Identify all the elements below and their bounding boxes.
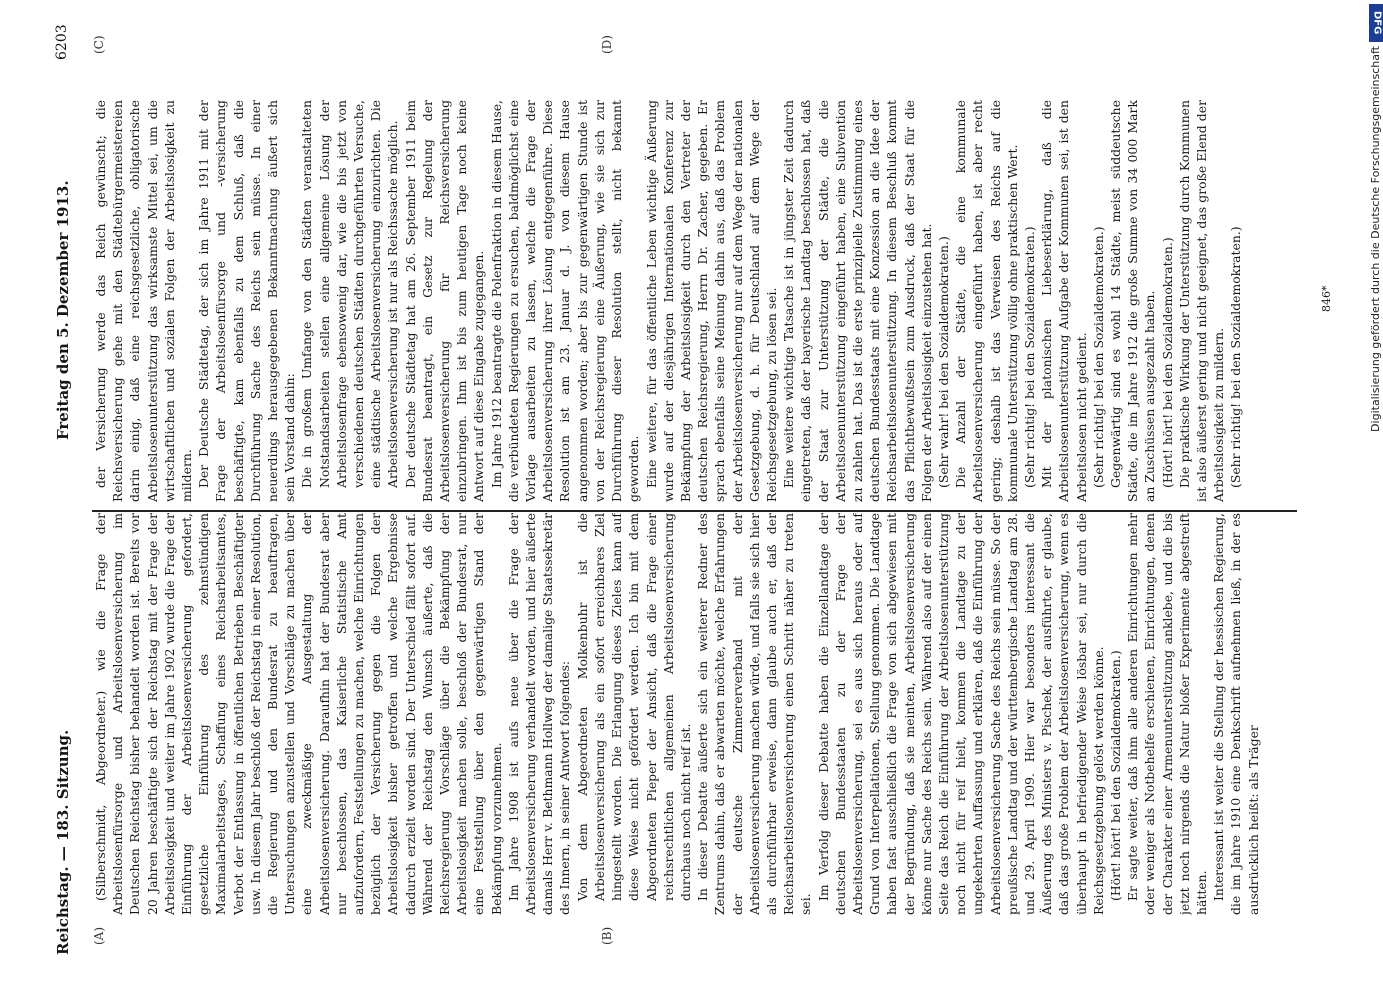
margin-mark-c: (C) — [92, 35, 106, 54]
text-paragraph: Die praktische Wirkung der Unterstützung durch Kommunen ist also äußerst gering und nicht geeignet, das große Elend der Arbeitslosigkeit zu mildern. — [1176, 100, 1227, 502]
text-paragraph: der Versicherung werde das Reich gewünscht; die Reichsversicherung gehe mit den Städtebürgermeistereien darin einig, daß eine reichsgesetzliche, obligatorische Arbeitslosenunterstützung das wirksamste Mittel sei, um die wirtschaftlichen und sozialen Folgen der Arbeitslosigkeit zu mildern. — [93, 100, 195, 502]
text-paragraph: Im Jahre 1908 ist aufs neue über die Frage der Arbeitslosenversicherung verhandelt worden, und hier äußerte damals Herr v. Bethmann Hollweg der damalige Staatssekretär des Innern, in seiner Antwort folgendes: — [505, 513, 573, 915]
quote-paragraph: (Sehr richtig! bei den Sozialdemokraten.) — [1090, 226, 1106, 488]
text-paragraph: Im Jahre 1912 beantragte die Polenfraktion in diesem Hause, die verbündeten Regierungen zu ersuchen, baldmöglichst eine Vorlage ausarbeiten zu lassen, welche die Frage der Arbeitslosenversicherung ihrer Lösung entgegenführe. Diese Resolution ist am 23. Januar d. J. von diesem Hause angenommen worden; aber bis zur gegenwärtigen Stunde ist von der Reichsregierung eine Äußerung, wie sie sich zur Durchführung dieser Resolution stellt, nicht bekannt geworden. — [488, 100, 642, 502]
right-text-column — [92, 100, 1332, 502]
text-paragraph: Der Deutsche Städtetag, der sich im Jahre 1911 mit der Frage der Arbeitslosenfürsorge und -versicherung beschäftigte, kam ebenfalls zu dem Schluß, daß die Durchführung Sache des Reichs sein müsse. In einer neuerdings herausgegebenen Bekanntmachung äußert sich sein Vorstand dahin: — [196, 100, 298, 502]
text-paragraph: (Silberschmidt, Abgeordneter.) wie die Frage der Arbeitslosenfürsorge und Arbeitslosenversicherung im Deutschen Reichstag bisher behandelt worden ist. Bereits vor 20 Jahren beschäftigte sich der Reichstag mit der Frage der Arbeitslosigkeit und weiter im Jahre 1902 wurde die Frage der Einführung der Arbeitslosenversicherung gefordert, gesetzliche Einführung des zehnstündigen Maximalarbeitstages, Schaffung eines Reichsarbeitsamtes, Verbot der Entlassung in öffentlichen Betrieben Beschäftigter usw. In diesem Jahr beschloß der Reichstag in einer Resolution, die Regierung und den Bundesrat zu beauftragen, Untersuchungen anzustellen und Vorschläge zu machen über eine zweckmäßige Ausgestaltung der Arbeitslosenversicherung. Daraufhin hat der Bundesrat aber nur beschlossen, das Kaiserliche Statistische Amt aufzufordern, Feststellungen zu machen, welche Einrichtungen bezüglich der Versicherung gegen die Folgen der Arbeitslosigkeit bisher getroffen und welche Ergebnisse dadurch erzielt worden sind. Der Unterschied fällt sofort auf. Während der Reichstag den Wunsch äußerte, daß die Reichsregierung Vorschläge über die Bekämpfung der Arbeitslosigkeit machen solle, beschloß der Bundesrat, nur eine Feststellung über den gegenwärtigen Stand der Bekämpfung vorzunehmen. — [93, 513, 504, 915]
margin-mark-d: (D) — [600, 35, 614, 54]
quote-paragraph: (Hört! hört! bei den Sozialdemokraten.) — [1107, 650, 1123, 901]
margin-mark-a: (A) — [92, 926, 106, 945]
text-paragraph: Die Anzahl der Städte, die eine kommunale Arbeitslosenversicherung eingeführt haben, ist aber recht gering; deshalb ist das Verweisen des Reichs auf die kommunale Unterstützung völlig ohne praktischen Wert. — [953, 100, 1020, 502]
text-paragraph: In dieser Debatte äußerte sich ein weiterer Redner des Zentrums dahin, daß er abwarten möchte, welche Erfahrungen der deutsche Zimmererverband mit der Arbeitslosenversicherung machen würde, und falls sie sich hier als durchführbar erweise, dann glaube auch er, daß der Reichsarbeitslosenversicherung einen Schritt näher zu treten sei. — [695, 513, 814, 915]
credit-text: Digitalisierung gefördert durch die Deutsche Forschungsgemeinschaft — [1369, 46, 1382, 432]
dfg-logo: DFG — [1369, 4, 1383, 42]
quote-paragraph: Von dem Abgeordneten Molkenbuhr ist die Arbeitslosenversicherung als ein sofort erreichbares Ziel hingestellt worden. Die Erlangung dieses Zieles kann auf diese Weise nicht gefördert werden. Ich bin mit dem Abgeordneten Pieper der Ansicht, daß die Frage einer reichsrechtlichen allgemeinen Arbeitslosenversicherung durchaus noch nicht reif ist. — [574, 513, 693, 901]
text-paragraph: Eine weitere, für das öffentliche Leben wichtige Äußerung wurde auf der diesjährigen Internationalen Konferenz zur Bekämpfung der Arbeitslosigkeit durch den Vertreter der deutschen Reichsregierung, Herrn Dr. Zacher, gegeben. Er sprach ebenfalls seine Meinung dahin aus, daß das Problem der Arbeitslosenversicherung nur auf dem Wege der nationalen Gesetzgebung, d. h. für Deutschland auf dem Wege der Reichsgesetzgebung, zu lösen sei. — [643, 100, 779, 502]
digitization-credit — [1367, 0, 1383, 1000]
text-paragraph: Eine weitere wichtige Tatsache ist in jüngster Zeit dadurch eingetreten, daß der bayerische Landtag beschlossen hat, daß der Staat zur Unterstützung der Städte, die die Arbeitslosenunterstützung eingeführt haben, eine Subvention zu zahlen hat. Das ist die erste prinzipielle Zustimmung eines deutschen Bundesstaats mit eine Konzession an die Idee der Reichsarbeitslosenunterstützung. In diesem Beschluß kommt das Pflichtbewußtsein zum Ausdruck, daß der Staat für die Folgen der Arbeitslosigkeit einzustehen hat. — [781, 100, 934, 502]
text-paragraph: Der deutsche Städtetag hat am 26. September 1911 beim Bundesrat beantragt, ein Gesetz zur Regelung der Arbeitslosenversicherung für Reichsversicherung einzubringen. Ihm ist bis zum heutigen Tage noch keine Antwort auf diese Eingabe zugegangen. — [402, 100, 487, 502]
left-text-column — [92, 513, 1312, 915]
text-paragraph: Gegenwärtig sind es wohl 14 Städte, meist süddeutsche Städte, die im Jahre 1912 die große Summe von 34 000 Mark an Zuschüssen ausgezahlt haben. — [1107, 100, 1158, 502]
quote-paragraph: (Sehr richtig! bei den Sozialdemokraten.) — [1021, 226, 1037, 488]
header-date: Freitag den 5. Dezember 1913. — [54, 180, 72, 440]
footer-number: 846* — [1320, 285, 1333, 312]
margin-mark-b: (B) — [600, 926, 614, 945]
text-paragraph: Interessant ist weiter die Stellung der hessischen Regierung, die im Jahre 1910 eine Denkschrift aufnehmen ließ, in der es ausdrücklich heißt: als Träger — [1211, 513, 1261, 915]
quote-paragraph: Die in großem Umfange von den Städten veranstalteten Notstandsarbeiten stellen eine allgemeine Lösung der Arbeitslosenfrage ebensowenig dar, wie die bis jetzt von verschiedenen deutschen Städten durchgeführten Versuche, eine städtische Arbeitslosenversicherung einzurichten. Die Arbeitslosenversicherung ist nur als Reichssache möglich. — [299, 100, 401, 488]
text-paragraph: Er sagte weiter, daß ihm alle anderen Einrichtungen mehr oder weniger als Notbehelfe erschienen, Einrichtungen, denen der Charakter einer Armenunterstützung anklebe, und die bis jetzt noch nirgends die Natur bloßer Experimente abgestreift hätten. — [1125, 513, 1209, 915]
text-paragraph: Im Verfolg dieser Debatte haben die Einzellandtage der deutschen Bundesstaaten zu der Frage der Arbeitslosenversicherung, sei es aus sich heraus oder auf Grund von Interpellationen, Stellung genommen. Die Landtage haben fast ausschließlich die Frage von sich abgewiesen mit der Begründung, daß sie meinten, Arbeitslosenversicherung könne nur Sache des Reichs sein. Während also auf der einen Seite das Reich die Einführung der Arbeitslosenunterstützung noch nicht für reif hielt, kommen die Landtage zu der ungekehrten Auffassung und erklären, daß die Einführung der Arbeitslosenversicherung Sache des Reichs sein müsse. So der preußische Landtag und der württembergische Landtag am 28. und 29. April 1909. Hier war besonders interessant die Äußerung des Ministers v. Pischek, der ausführte, er glaube, daß das große Problem der Arbeitslosenversicherung, wenn es überhaupt in befriedigender Weise lösbar sei, nur durch die Reichsgesetzgebung gelöst werden könne. — [815, 513, 1106, 915]
quote-paragraph: (Sehr richtig! bei den Sozialdemokraten.) — [1228, 226, 1244, 488]
text-paragraph: Mit der platonischen Liebeserklärung, daß die Arbeitslosenunterstützung Aufgabe der Kommunen sei, ist den Arbeitslosen nicht gedient. — [1039, 100, 1089, 502]
column-divider — [92, 510, 1297, 512]
page-number: 6203 — [54, 24, 70, 60]
quote-paragraph: (Sehr wahr! bei den Sozialdemokraten.) — [935, 236, 951, 488]
quote-paragraph: (Hört! hört! bei den Sozialdemokraten.) — [1159, 237, 1175, 488]
header-session: Reichstag. — 183. Sitzung. — [54, 729, 72, 955]
